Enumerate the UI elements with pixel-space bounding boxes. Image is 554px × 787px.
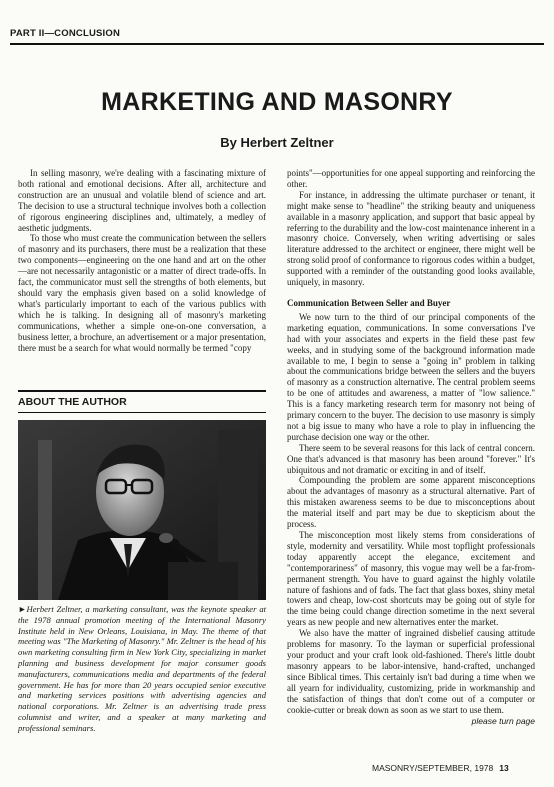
left-column: [18, 168, 266, 353]
footer-magazine: MASONRY/SEPTEMBER, 1978: [372, 763, 494, 773]
about-author-rule-top: [18, 390, 266, 392]
section-divider: [10, 43, 544, 45]
page-number: 13: [499, 763, 509, 773]
body-paragraph: The misconception most likely stems from considerations of style, modernity and versatility. While most topflight professionals today apparently accept the elegance, excitement and "contemporariness" of masonry, this vogue may well be a far-from-permanent strength. You have to guard against the highly volatile nature of fashions and of fads. The fact that glass boxes, shiny metal towers and cheap, low-cost shortcuts may be going out of style for the time being could change direction sometime in the next several years as new people and new alternatives enter the market.: [287, 530, 535, 628]
body-paragraph: To those who must create the communication between the sellers of masonry and its purchasers, there must be a realization that these two components—engineering on the one hand and art on the other—are not necessarily antagonistic or a matter of direct trade-offs. In fact, the communicator must sell the strengths of both elements, but should vary the emphasis given based on a solid knowledge of what's particularly important to each of the various publics with which he is talking. In designing all of masonry's marketing communications, whether a simple one-on-one conversation, a business letter, a brochure, an advertisement or a major presentation, there must be a search for what would normally be termed "copy: [18, 233, 266, 353]
about-author-heading: ABOUT THE AUTHOR: [18, 396, 127, 408]
article-byline: By Herbert Zeltner: [220, 135, 334, 150]
continued-note: please turn page: [471, 716, 535, 727]
body-paragraph: We also have the matter of ingrained disbelief causing attitude problems for masonry. To the layman or superficial professional your product and your craft look old-fashioned. There's little doubt masonry appears to be labor-intensive, hand-crafted, unchanged since Biblical times. This certainly isn't bad during a time when we all yearn for individuality, customizing, pride in workmanship and the satisfaction of things that don't come out of a computer or cookie-cutter or break down as soon as we start to use them.: [287, 628, 535, 715]
author-photo: [18, 420, 266, 600]
section-label: PART II—CONCLUSION: [10, 28, 121, 39]
author-photo-image: [18, 420, 266, 600]
body-paragraph: We now turn to the third of our principal components of the marketing equation, communications. In some conversations I've had with your associates and experts in the field these past few weeks, and in studying some of the background information made available to me, I begin to sense a "going in" problem in talking about the communications bridge between the sellers and the buyers of masonry as a construction alternative. The central problem seems to be one of attitudes and awareness, a matter of "low salience." This is a fancy marketing research term for masonry not being of primary concern to the buyer. The decision to use masonry is simply not a big issue to many who have a role to play in influencing the purchase decision one way or the other.: [287, 311, 535, 442]
body-paragraph: points"—opportunities for one appeal supporting and reinforcing the other.: [287, 168, 535, 189]
body-paragraph: There seem to be several reasons for this lack of central concern. One that's advanced is that masonry has been around "forever." It's ubiquitous and not dramatic or exciting in and of itself.: [287, 442, 535, 475]
body-paragraph: For instance, in addressing the ultimate purchaser or tenant, it might make sense to "headline" the striking beauty and uniqueness available in a masonry application, and support that basic appeal by referring to the durability and the low-cost maintenance inherent in a masonry choice. Conversely, when writing advertising or sales literature addressed to the architect or engineer, there might well be strong solid proof of conformance to rigorous codes within a budget, supported with a reminder of the outstanding good looks available, uniquely, in masonry.: [287, 189, 535, 288]
author-caption: ►Herbert Zeltner, a marketing consultant, was the keynote speaker at the 1978 annual promotion meeting of the International Masonry Institute held in New Orleans, Louisiana, in May. The theme of that meeting was "The Marketing of Masonry." Mr. Zeltner is the head of his own marketing consulting firm in New York City, specializing in market planning and business development for major consumer goods manufacturers, communications media and departments of the federal government. He has for more than 20 years occupied senior executive and marketing services positions with advertising agencies and national corporations. Mr. Zeltner is an advertising trade press columnist and writer, and a speaker at many marketing and professional seminars.: [18, 604, 266, 733]
page-footer: [372, 763, 509, 773]
article-title: MARKETING AND MASONRY: [101, 88, 453, 116]
body-paragraph: In selling masonry, we're dealing with a fascinating mixture of both rational and emotional decisions. After all, architecture and construction are an unusual and volatile blend of science and art. The decision to use a structural technique involves both a collection of rigorous engineering disciplines and, ultimately, a medley of aesthetic judgments.: [18, 168, 266, 233]
section-subheading: Communication Between Seller and Buyer: [287, 297, 451, 308]
right-column: [287, 168, 535, 727]
body-paragraph: Compounding the problem are some apparent misconceptions about the advantages of masonry as a structural alternative. Part of this mistaken awareness seems to be due to misconceptions about the material itself and part may be due to skepticism about the process.: [287, 475, 535, 530]
about-author-rule-bottom: [18, 412, 266, 413]
